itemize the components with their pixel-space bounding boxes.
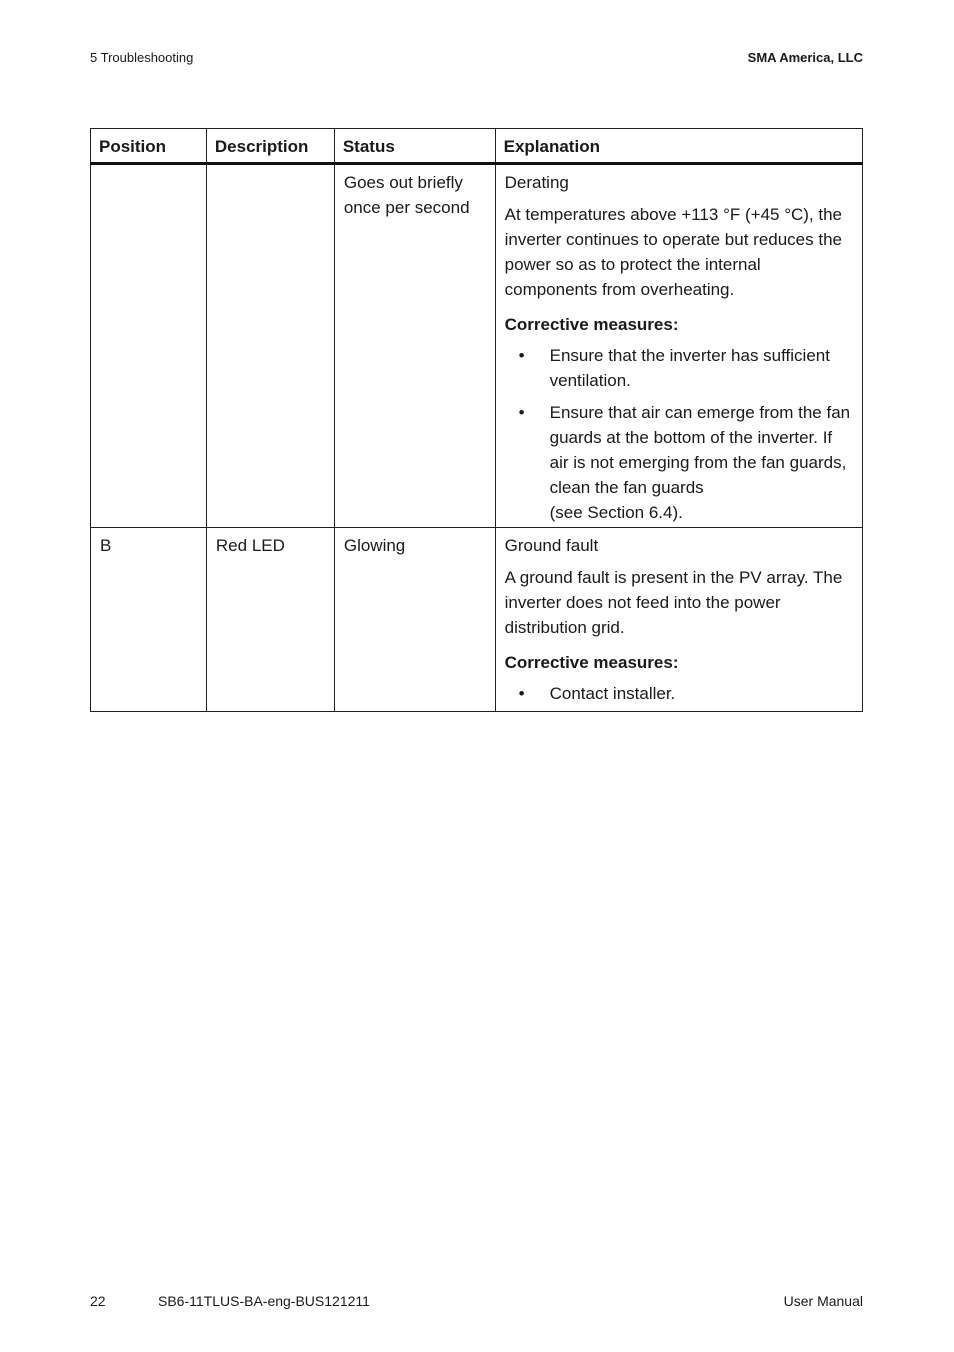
column-header-description: Description: [206, 129, 334, 164]
cell-explanation: [495, 164, 862, 528]
cell-description: Red LED: [206, 528, 334, 712]
cell-position: [91, 164, 207, 528]
cell-status: Glowing: [334, 528, 495, 712]
bullet-icon: •: [518, 403, 525, 422]
explanation-text: A ground fault is present in the PV array. The inverter does not feed into the power distribution grid.: [504, 568, 843, 637]
measure-text: Ensure that air can emerge from the fan guards at the bottom of the inverter. If air is not emerging from the fan guards, clean the fan guards: [549, 403, 851, 497]
bullet-icon: •: [518, 684, 525, 703]
cell-position: B: [91, 528, 207, 712]
list-item: [505, 400, 854, 525]
cell-explanation: [495, 528, 862, 712]
running-header-section: 5 Troubleshooting: [90, 50, 194, 65]
table-row: [91, 164, 863, 528]
measure-text: Ensure that the inverter has sufficient ventilation.: [549, 346, 830, 390]
table-header-row: [91, 129, 863, 164]
explanation-text: At temperatures above +113 °F (+45 °C), the inverter continues to operate but reduces the power so as to protect the internal components from overheating.: [504, 205, 843, 299]
measures-list: [505, 681, 854, 706]
corrective-measures-label: Corrective measures:: [504, 315, 679, 334]
measure-note: (see Section 6.4).: [549, 503, 683, 522]
document-id: SB6-11TLUS-BA-eng-BUS121211: [158, 1293, 370, 1309]
corrective-measures-label: Corrective measures:: [504, 653, 679, 672]
column-header-status: Status: [334, 129, 495, 164]
running-header-company: SMA America, LLC: [747, 50, 863, 65]
column-header-explanation: Explanation: [495, 129, 862, 164]
cell-description: [206, 164, 334, 528]
troubleshooting-table: [90, 128, 863, 712]
document-type: User Manual: [783, 1293, 863, 1309]
status-line: Goes out briefly: [343, 173, 463, 192]
table-row: [91, 528, 863, 712]
status-line: once per second: [343, 198, 470, 217]
column-header-position: Position: [91, 129, 207, 164]
list-item: [505, 681, 854, 706]
page-number: 22: [90, 1293, 106, 1309]
list-item: [505, 343, 854, 393]
measure-text: Contact installer.: [549, 684, 676, 703]
explanation-title: Ground fault: [504, 536, 599, 555]
explanation-title: Derating: [504, 173, 569, 192]
cell-status: [334, 164, 495, 528]
measures-list: [505, 343, 854, 525]
bullet-icon: •: [518, 346, 525, 365]
